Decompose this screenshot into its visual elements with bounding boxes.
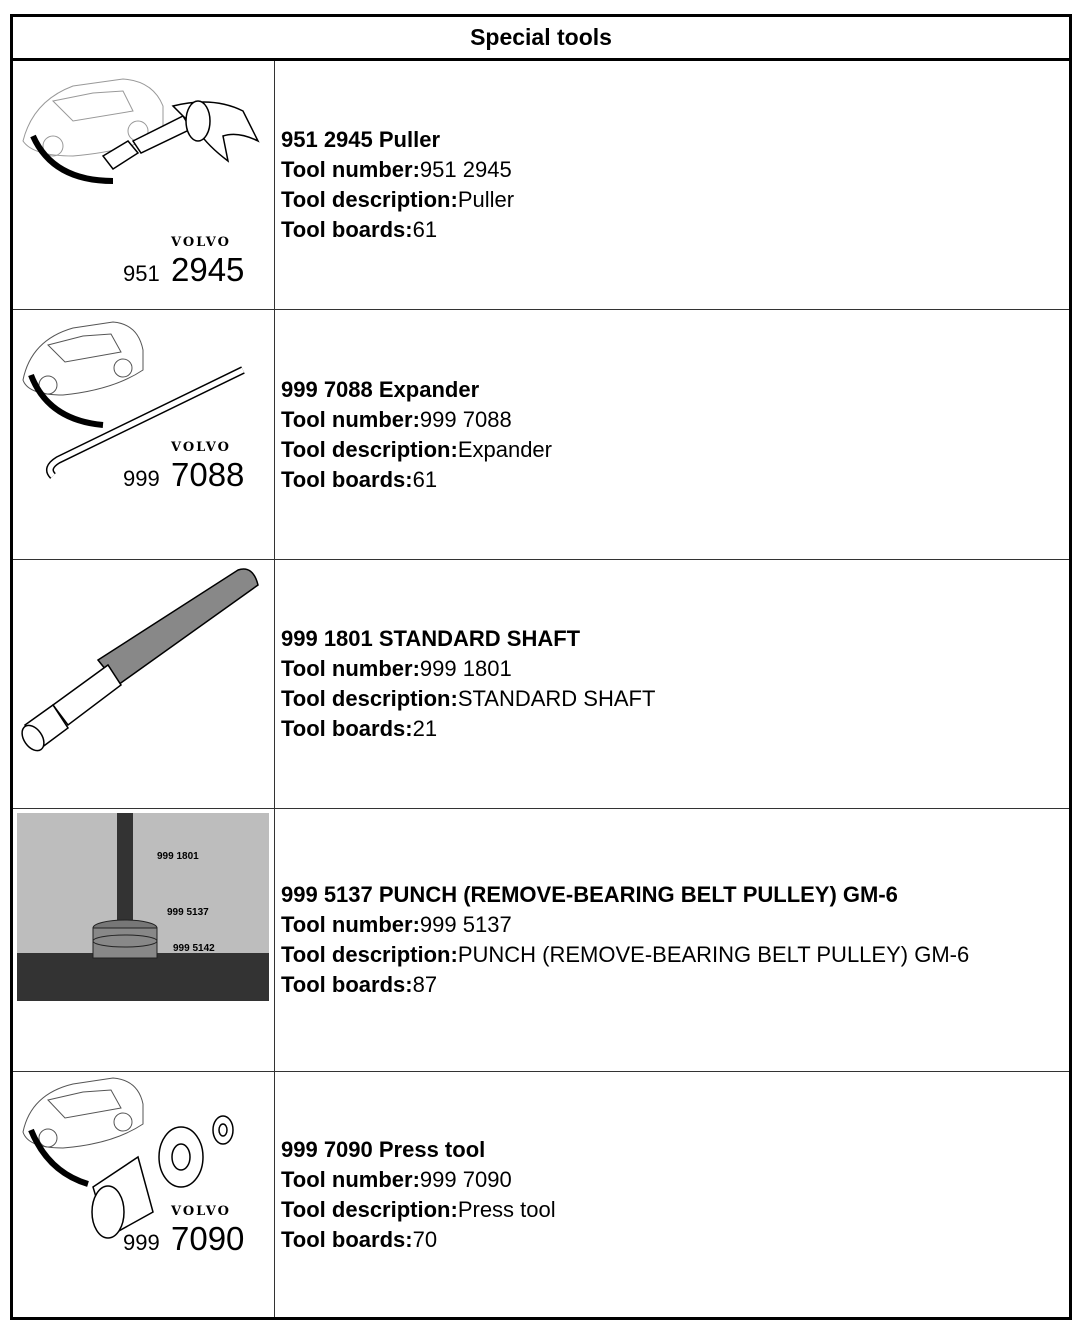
tool-boards-value: 70 [412,1226,438,1252]
tool-number-label: Tool number: [281,157,420,182]
tool-illustration [13,1072,275,1317]
tool-title: 999 7090 Press tool [281,1136,486,1162]
tool-description-value: Press tool [457,1196,556,1222]
tool-details [275,560,1069,808]
table-header: Special tools [13,17,1069,61]
tool-boards-label: Tool boards: [281,716,413,741]
tool-title: 951 2945 Puller [281,127,441,152]
tool-boards-value: 87 [412,972,438,997]
tool-number-label: Tool number: [281,406,420,432]
tool-number-label: Tool number: [281,656,420,681]
tool-photo [13,809,275,1071]
tool-description-label: Tool description: [281,187,458,212]
tool-description-value: Puller [457,187,515,212]
tool-details [275,61,1069,309]
tool-details [275,809,1069,1071]
photo-label: 999 5142 [173,943,215,954]
tool-description-value: STANDARD SHAFT [457,686,656,711]
tool-boards-value: 61 [412,217,438,242]
table-row [13,1072,1069,1317]
tool-description-label: Tool description: [281,686,458,711]
tool-description-value: Expander [457,436,552,462]
tool-description-label: Tool description: [281,1196,458,1222]
tool-description-label: Tool description: [281,942,458,967]
tool-illustration [13,310,275,559]
tool-title: 999 5137 PUNCH (REMOVE-BEARING BELT PULLEY) GM-6 [281,882,898,907]
tool-details [275,1072,1069,1317]
table-row [13,560,1069,809]
photo-label: 999 1801 [157,851,199,862]
tool-description-label: Tool description: [281,436,458,462]
tool-description-value: PUNCH (REMOVE-BEARING BELT PULLEY) GM-6 [457,942,970,967]
tool-number-label: Tool number: [281,1166,420,1192]
tool-illustration [13,61,275,309]
tool-number-prefix: 951 [123,261,160,286]
tool-boards-value: 61 [412,466,438,492]
tool-number-suffix: 7090 [171,1220,245,1257]
tool-number-value: 999 5137 [419,912,512,937]
tool-title: 999 1801 STANDARD SHAFT [281,626,581,651]
tool-number-prefix: 999 [123,466,160,491]
tool-boards-label: Tool boards: [281,1226,413,1252]
brand-label: VOLVO [171,440,231,455]
tool-boards-value: 21 [412,716,438,741]
table-row [13,809,1069,1072]
tool-title: 999 7088 Expander [281,376,480,402]
photo-label: 999 5137 [167,907,209,918]
tool-number-value: 999 1801 [419,656,512,681]
tool-boards-label: Tool boards: [281,972,413,997]
tool-illustration [13,560,275,808]
tool-number-value: 999 7088 [419,406,512,432]
special-tools-table [10,14,1072,1320]
tool-details [275,310,1069,559]
tool-number-label: Tool number: [281,912,420,937]
tool-number-value: 999 7090 [419,1166,512,1192]
brand-label: VOLVO [171,235,231,250]
tool-photo-background [17,813,269,1001]
tool-boards-label: Tool boards: [281,217,413,242]
brand-label: VOLVO [171,1204,231,1219]
tool-number-value: 951 2945 [419,157,512,182]
tool-boards-label: Tool boards: [281,466,413,492]
tool-number-suffix: 7088 [171,456,245,493]
tool-number-suffix: 2945 [171,251,245,288]
table-row [13,310,1069,560]
table-row [13,61,1069,310]
tool-number-prefix: 999 [123,1230,160,1255]
